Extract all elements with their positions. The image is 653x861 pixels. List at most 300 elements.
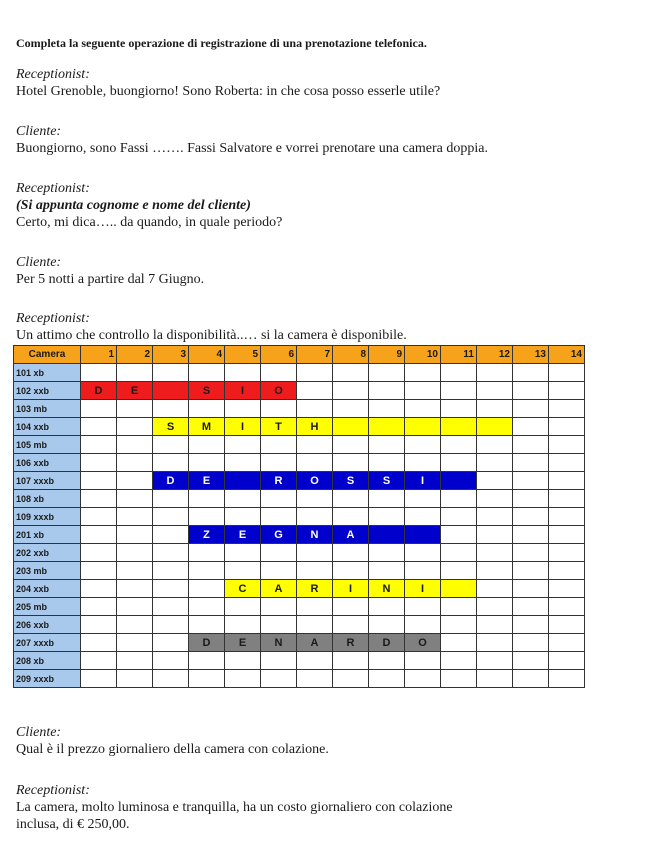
empty-cell [261, 400, 297, 418]
grid-header-camera: Camera [14, 346, 81, 364]
empty-cell [153, 400, 189, 418]
speaker-label: Receptionist: [16, 783, 90, 798]
empty-cell [549, 616, 585, 634]
empty-cell [369, 364, 405, 382]
booking-cell: E [225, 634, 261, 652]
dialogue-line: Buongiorno, sono Fassi ……. Fassi Salvatore e vorrei prenotare una camera doppia. [16, 141, 489, 156]
empty-cell [549, 670, 585, 688]
grid-day-header: 3 [153, 346, 189, 364]
grid-day-header: 13 [513, 346, 549, 364]
empty-cell [153, 580, 189, 598]
empty-cell [405, 436, 441, 454]
speaker-label: Receptionist: [16, 67, 90, 82]
empty-cell [117, 526, 153, 544]
empty-cell [549, 526, 585, 544]
empty-cell [117, 652, 153, 670]
empty-cell [513, 454, 549, 472]
dialogue-turn-5 [16, 310, 407, 344]
empty-cell [81, 652, 117, 670]
grid-body [14, 364, 585, 688]
empty-cell [261, 544, 297, 562]
booking-cell: R [297, 580, 333, 598]
room-label: 203 mb [14, 562, 81, 580]
speaker-label: Cliente: [16, 124, 62, 139]
booking-cell: S [153, 418, 189, 436]
empty-cell [81, 436, 117, 454]
speaker-label: Cliente: [16, 725, 62, 740]
empty-cell [261, 454, 297, 472]
empty-cell [477, 544, 513, 562]
booking-cell: I [225, 382, 261, 400]
empty-cell [477, 670, 513, 688]
empty-cell [81, 544, 117, 562]
empty-cell [513, 364, 549, 382]
booking-cell: G [261, 526, 297, 544]
booking-cell: E [117, 382, 153, 400]
grid-header-row [14, 346, 585, 364]
empty-cell [549, 508, 585, 526]
booking-cell: N [297, 526, 333, 544]
empty-cell [81, 508, 117, 526]
dialogue-line: Hotel Grenoble, buongiorno! Sono Roberta: in che cosa posso esserle utile? [16, 84, 441, 99]
empty-cell [549, 598, 585, 616]
empty-cell [477, 526, 513, 544]
empty-cell [153, 508, 189, 526]
empty-cell [225, 670, 261, 688]
empty-cell [153, 490, 189, 508]
empty-cell [117, 472, 153, 490]
grid-row [14, 634, 585, 652]
room-label: 106 xxb [14, 454, 81, 472]
empty-cell [189, 454, 225, 472]
empty-cell [153, 670, 189, 688]
speaker-label: Cliente: [16, 255, 62, 270]
booking-cell: S [333, 472, 369, 490]
booking-cell [225, 472, 261, 490]
booking-cell [441, 580, 477, 598]
empty-cell [261, 436, 297, 454]
empty-cell [189, 400, 225, 418]
empty-cell [369, 562, 405, 580]
empty-cell [81, 364, 117, 382]
empty-cell [441, 598, 477, 616]
empty-cell [513, 418, 549, 436]
empty-cell [117, 544, 153, 562]
empty-cell [513, 472, 549, 490]
booking-cell: I [405, 580, 441, 598]
empty-cell [117, 616, 153, 634]
grid-day-header: 4 [189, 346, 225, 364]
empty-cell [513, 382, 549, 400]
booking-cell: I [405, 472, 441, 490]
empty-cell [405, 364, 441, 382]
empty-cell [189, 364, 225, 382]
empty-cell [261, 652, 297, 670]
booking-cell [405, 526, 441, 544]
empty-cell [513, 400, 549, 418]
empty-cell [477, 382, 513, 400]
empty-cell [369, 616, 405, 634]
booking-cell: E [225, 526, 261, 544]
room-label: 208 xb [14, 652, 81, 670]
booking-cell: R [261, 472, 297, 490]
empty-cell [261, 364, 297, 382]
grid-day-header: 12 [477, 346, 513, 364]
grid-day-header: 10 [405, 346, 441, 364]
empty-cell [441, 562, 477, 580]
empty-cell [477, 436, 513, 454]
booking-cell [369, 418, 405, 436]
grid-row [14, 670, 585, 688]
empty-cell [369, 544, 405, 562]
grid-day-header: 7 [297, 346, 333, 364]
empty-cell [513, 670, 549, 688]
empty-cell [189, 562, 225, 580]
booking-cell: O [261, 382, 297, 400]
dialogue-turn-3 [16, 180, 282, 231]
grid-row [14, 454, 585, 472]
empty-cell [513, 544, 549, 562]
empty-cell [225, 598, 261, 616]
empty-cell [225, 436, 261, 454]
empty-cell [549, 436, 585, 454]
empty-cell [549, 634, 585, 652]
dialogue-line: Un attimo che controllo la disponibilità..… si la camera è disponibile. [16, 328, 407, 343]
booking-cell: D [189, 634, 225, 652]
empty-cell [297, 454, 333, 472]
room-label: 204 xxb [14, 580, 81, 598]
booking-cell: H [297, 418, 333, 436]
empty-cell [297, 400, 333, 418]
room-label: 109 xxxb [14, 508, 81, 526]
empty-cell [297, 652, 333, 670]
grid-day-header: 2 [117, 346, 153, 364]
empty-cell [81, 526, 117, 544]
empty-cell [513, 634, 549, 652]
empty-cell [261, 616, 297, 634]
empty-cell [441, 490, 477, 508]
empty-cell [369, 490, 405, 508]
empty-cell [513, 580, 549, 598]
empty-cell [513, 562, 549, 580]
empty-cell [513, 490, 549, 508]
empty-cell [333, 382, 369, 400]
empty-cell [225, 544, 261, 562]
empty-cell [549, 472, 585, 490]
empty-cell [549, 382, 585, 400]
empty-cell [477, 652, 513, 670]
empty-cell [513, 436, 549, 454]
empty-cell [81, 454, 117, 472]
empty-cell [441, 526, 477, 544]
booking-cell: R [333, 634, 369, 652]
empty-cell [153, 436, 189, 454]
empty-cell [117, 436, 153, 454]
empty-cell [225, 364, 261, 382]
empty-cell [441, 634, 477, 652]
empty-cell [117, 364, 153, 382]
booking-cell: O [297, 472, 333, 490]
booking-cell: D [153, 472, 189, 490]
dialogue-line: Certo, mi dica….. da quando, in quale periodo? [16, 215, 283, 230]
booking-cell [441, 418, 477, 436]
empty-cell [513, 616, 549, 634]
empty-cell [153, 562, 189, 580]
empty-cell [117, 508, 153, 526]
empty-cell [369, 670, 405, 688]
room-label: 207 xxxb [14, 634, 81, 652]
empty-cell [549, 544, 585, 562]
booking-cell [441, 472, 477, 490]
dialogue-turn-6 [16, 724, 329, 758]
empty-cell [225, 400, 261, 418]
booking-cell: A [261, 580, 297, 598]
booking-cell [333, 418, 369, 436]
empty-cell [333, 454, 369, 472]
grid-row [14, 490, 585, 508]
empty-cell [153, 544, 189, 562]
empty-cell [441, 616, 477, 634]
empty-cell [549, 418, 585, 436]
booking-cell [369, 526, 405, 544]
empty-cell [297, 598, 333, 616]
grid-row [14, 598, 585, 616]
empty-cell [369, 652, 405, 670]
empty-cell [513, 598, 549, 616]
empty-cell [297, 508, 333, 526]
empty-cell [405, 400, 441, 418]
empty-cell [81, 490, 117, 508]
grid-day-header: 11 [441, 346, 477, 364]
grid-day-header: 14 [549, 346, 585, 364]
grid-row [14, 364, 585, 382]
dialogue-note: (Si appunta cognome e nome del cliente) [16, 198, 251, 213]
empty-cell [441, 436, 477, 454]
grid-row [14, 418, 585, 436]
empty-cell [333, 616, 369, 634]
empty-cell [81, 616, 117, 634]
empty-cell [441, 670, 477, 688]
grid-row [14, 472, 585, 490]
empty-cell [189, 490, 225, 508]
room-label: 209 xxxb [14, 670, 81, 688]
empty-cell [477, 562, 513, 580]
dialogue-turn-7 [16, 782, 453, 833]
empty-cell [189, 436, 225, 454]
empty-cell [189, 508, 225, 526]
room-label: 102 xxb [14, 382, 81, 400]
empty-cell [297, 562, 333, 580]
empty-cell [153, 634, 189, 652]
empty-cell [261, 508, 297, 526]
empty-cell [477, 454, 513, 472]
empty-cell [369, 508, 405, 526]
room-label: 205 mb [14, 598, 81, 616]
grid-day-header: 9 [369, 346, 405, 364]
empty-cell [333, 544, 369, 562]
empty-cell [477, 364, 513, 382]
speaker-label: Receptionist: [16, 311, 90, 326]
empty-cell [441, 364, 477, 382]
empty-cell [225, 652, 261, 670]
empty-cell [477, 634, 513, 652]
empty-cell [513, 526, 549, 544]
empty-cell [441, 454, 477, 472]
grid-day-header: 1 [81, 346, 117, 364]
empty-cell [549, 364, 585, 382]
empty-cell [405, 382, 441, 400]
empty-cell [225, 454, 261, 472]
booking-cell: E [189, 472, 225, 490]
empty-cell [117, 490, 153, 508]
empty-cell [153, 364, 189, 382]
empty-cell [405, 544, 441, 562]
empty-cell [225, 508, 261, 526]
booking-cell: O [405, 634, 441, 652]
empty-cell [405, 508, 441, 526]
empty-cell [441, 400, 477, 418]
empty-cell [117, 598, 153, 616]
grid-row [14, 652, 585, 670]
grid-row [14, 526, 585, 544]
grid-row [14, 400, 585, 418]
empty-cell [369, 436, 405, 454]
grid-day-header: 6 [261, 346, 297, 364]
grid-row [14, 544, 585, 562]
empty-cell [333, 562, 369, 580]
booking-cell: D [81, 382, 117, 400]
room-label: 103 mb [14, 400, 81, 418]
booking-cell: I [225, 418, 261, 436]
room-label: 107 xxxb [14, 472, 81, 490]
empty-cell [477, 580, 513, 598]
empty-cell [117, 400, 153, 418]
empty-cell [369, 454, 405, 472]
room-label: 108 xb [14, 490, 81, 508]
empty-cell [117, 454, 153, 472]
empty-cell [405, 598, 441, 616]
empty-cell [117, 634, 153, 652]
empty-cell [81, 472, 117, 490]
empty-cell [117, 418, 153, 436]
empty-cell [81, 598, 117, 616]
booking-cell: A [333, 526, 369, 544]
room-label: 202 xxb [14, 544, 81, 562]
empty-cell [405, 616, 441, 634]
grid-day-header: 8 [333, 346, 369, 364]
booking-cell [405, 418, 441, 436]
booking-cell: M [189, 418, 225, 436]
empty-cell [441, 382, 477, 400]
empty-cell [477, 472, 513, 490]
empty-cell [549, 562, 585, 580]
empty-cell [477, 598, 513, 616]
booking-cell: D [369, 634, 405, 652]
empty-cell [117, 670, 153, 688]
empty-cell [333, 598, 369, 616]
room-label: 101 xb [14, 364, 81, 382]
dialogue-line: inclusa, di € 250,00. [16, 817, 130, 832]
empty-cell [369, 598, 405, 616]
grid-row [14, 580, 585, 598]
empty-cell [81, 400, 117, 418]
dialogue-turn-1 [16, 66, 440, 100]
empty-cell [81, 634, 117, 652]
empty-cell [189, 616, 225, 634]
empty-cell [81, 670, 117, 688]
empty-cell [333, 364, 369, 382]
empty-cell [297, 436, 333, 454]
empty-cell [477, 400, 513, 418]
empty-cell [189, 598, 225, 616]
empty-cell [297, 490, 333, 508]
empty-cell [225, 616, 261, 634]
empty-cell [153, 526, 189, 544]
empty-cell [225, 562, 261, 580]
empty-cell [297, 670, 333, 688]
booking-cell: S [369, 472, 405, 490]
empty-cell [441, 652, 477, 670]
empty-cell [153, 598, 189, 616]
empty-cell [297, 544, 333, 562]
room-label: 105 mb [14, 436, 81, 454]
dialogue-turn-2 [16, 123, 488, 157]
grid-row [14, 382, 585, 400]
grid-row [14, 562, 585, 580]
empty-cell [117, 580, 153, 598]
empty-cell [333, 652, 369, 670]
empty-cell [333, 670, 369, 688]
booking-cell: N [261, 634, 297, 652]
page-title: Completa la seguente operazione di registrazione di una prenotazione telefonica. [16, 36, 427, 50]
empty-cell [261, 562, 297, 580]
booking-cell: I [333, 580, 369, 598]
empty-cell [405, 454, 441, 472]
empty-cell [261, 490, 297, 508]
empty-cell [333, 436, 369, 454]
empty-cell [261, 670, 297, 688]
room-label: 201 xb [14, 526, 81, 544]
empty-cell [405, 562, 441, 580]
dialogue-line: Per 5 notti a partire dal 7 Giugno. [16, 272, 205, 287]
empty-cell [153, 454, 189, 472]
booking-cell: A [297, 634, 333, 652]
empty-cell [513, 652, 549, 670]
empty-cell [369, 382, 405, 400]
empty-cell [189, 544, 225, 562]
empty-cell [477, 616, 513, 634]
empty-cell [549, 400, 585, 418]
empty-cell [189, 652, 225, 670]
grid-row [14, 616, 585, 634]
booking-cell: T [261, 418, 297, 436]
empty-cell [477, 490, 513, 508]
room-label: 104 xxb [14, 418, 81, 436]
dialogue-line: La camera, molto luminosa e tranquilla, ha un costo giornaliero con colazione [16, 800, 453, 815]
empty-cell [189, 670, 225, 688]
booking-grid [13, 345, 585, 688]
empty-cell [405, 652, 441, 670]
empty-cell [333, 400, 369, 418]
dialogue-turn-4 [16, 254, 204, 288]
empty-cell [549, 652, 585, 670]
booking-cell: Z [189, 526, 225, 544]
booking-cell: N [369, 580, 405, 598]
booking-cell [153, 382, 189, 400]
grid-row [14, 508, 585, 526]
empty-cell [261, 598, 297, 616]
empty-cell [153, 616, 189, 634]
